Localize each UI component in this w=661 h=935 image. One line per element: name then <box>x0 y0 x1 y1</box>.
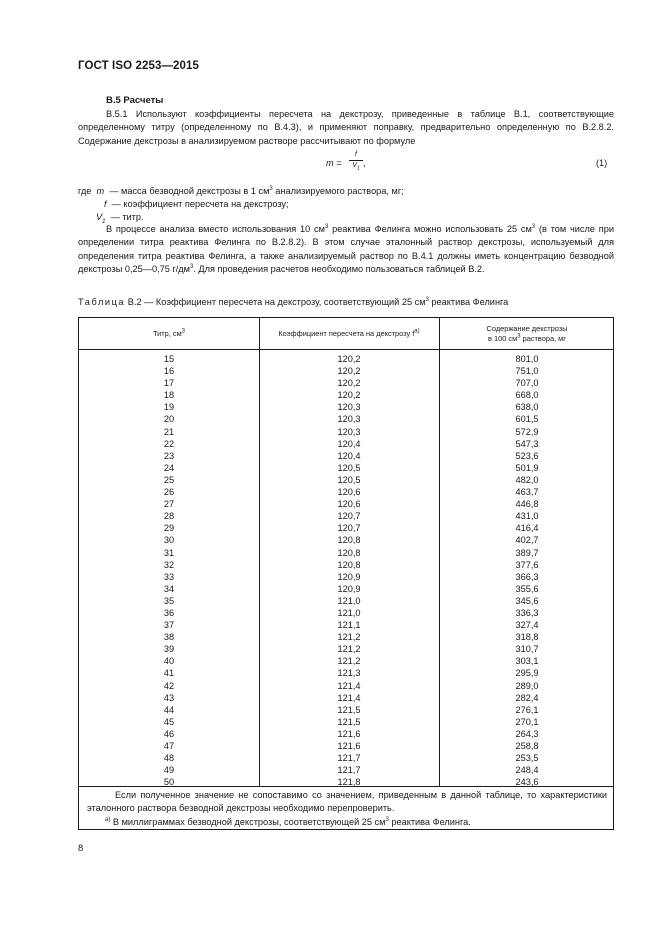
cell-titer: 39 <box>163 644 175 655</box>
cell-content: 258,8 <box>515 741 539 751</box>
table-row <box>79 752 613 764</box>
cell-coefficient: 120,8 <box>337 559 361 570</box>
cell-content: 282,4 <box>515 692 539 703</box>
cell-coefficient: 120,8 <box>337 535 361 546</box>
table-row <box>79 692 613 704</box>
table-row <box>79 486 613 498</box>
table-row <box>79 365 613 377</box>
cell-titer: 20 <box>163 414 175 425</box>
cell-titer: 33 <box>163 571 175 582</box>
table-row <box>79 571 613 583</box>
cell-titer: 35 <box>163 595 175 606</box>
formula-fraction <box>349 150 363 173</box>
cell-coefficient: 120,9 <box>337 571 361 582</box>
cell-content: 289,0 <box>515 680 539 691</box>
cell-titer: 37 <box>163 620 175 631</box>
cell-titer: 24 <box>163 462 175 473</box>
cell-titer: 29 <box>163 523 175 534</box>
cell-content: 336,3 <box>515 607 539 618</box>
cell-content: 318,8 <box>515 632 539 643</box>
cell-titer: 45 <box>163 716 175 727</box>
cell-titer: 30 <box>163 535 175 546</box>
table-row <box>79 716 613 728</box>
table-row <box>79 389 613 401</box>
header-divider <box>79 349 613 350</box>
cell-coefficient: 120,2 <box>337 378 361 389</box>
cell-coefficient: 121,2 <box>337 656 361 667</box>
table-caption: Таблица В.2 — Коэффициент пересчета на декстрозу, соответствующий 25 $см^3$ реактива Фелинга <box>78 296 509 307</box>
cell-content: 638,0 <box>515 402 539 413</box>
cell-content: 276,1 <box>515 704 539 715</box>
cell-content: 431,0 <box>515 511 539 522</box>
cell-coefficient: 120,2 <box>337 390 361 401</box>
cell-content: 668,0 <box>515 390 539 401</box>
table-row <box>79 353 613 365</box>
formula-1 <box>326 150 386 180</box>
cell-titer: 32 <box>163 559 175 570</box>
cell-titer: 18 <box>163 390 175 401</box>
cell-coefficient: 121,4 <box>337 680 361 691</box>
cell-coefficient: 121,4 <box>337 692 361 703</box>
formula-numerator: f <box>355 151 357 158</box>
table-row <box>79 764 613 776</box>
page-number: 8 <box>78 843 84 854</box>
cell-titer: 38 <box>163 632 175 643</box>
cell-content: 463,7 <box>515 487 539 498</box>
where-symbol-v1: $V_1$ <box>96 212 106 225</box>
cell-coefficient: 121,6 <box>337 741 361 751</box>
table-body <box>79 353 613 788</box>
cell-titer: 46 <box>163 728 175 739</box>
cell-titer: 47 <box>163 741 175 751</box>
cell-titer: 44 <box>163 704 175 715</box>
cell-titer: 17 <box>163 378 175 389</box>
table-row <box>79 438 613 450</box>
cell-titer: 15 <box>163 354 175 364</box>
cell-coefficient: 120,5 <box>337 462 361 473</box>
cell-content: 243,6 <box>515 777 539 788</box>
cell-coefficient: 120,4 <box>337 438 361 449</box>
cell-content: 707,0 <box>515 378 539 389</box>
cell-content: 801,0 <box>515 354 539 364</box>
cell-content: 327,4 <box>515 620 539 631</box>
cell-content: 253,5 <box>515 753 539 764</box>
cell-titer: 36 <box>163 607 175 618</box>
table-row <box>79 498 613 510</box>
cell-content: 366,3 <box>515 571 539 582</box>
table-row <box>79 728 613 740</box>
cell-content: 389,7 <box>515 547 539 558</box>
cell-content: 751,0 <box>515 366 539 377</box>
paragraph-fehling: В процессе анализа вместо использования 10 $см^3$ реактива Фелинга можно использовать 25 $см^3$ (в том числе при определении титра реактива Фелинга по В.2.8.2). В этом случае эталонный раствор декстрозы, используемый для определения титра реактива Фелинга, а также анализируемый раствор по В.4.1 должны иметь концентрацию безводной декстрозы 0,25—0,75 $г/дм^3$. Для проведения расчетов необходимо пользоваться таблицей В.2. <box>78 223 614 275</box>
cell-content: 345,6 <box>515 595 539 606</box>
cell-content: 402,7 <box>515 535 539 546</box>
table-row <box>79 631 613 643</box>
cell-content: 572,9 <box>515 426 539 437</box>
cell-coefficient: 121,2 <box>337 632 361 643</box>
where-line-f: f — коэффициент пересчета на декстрозу; <box>104 199 289 209</box>
cell-content: 270,1 <box>515 716 539 727</box>
table-row <box>79 547 613 559</box>
cell-coefficient: 121,3 <box>337 668 361 679</box>
cell-coefficient: 121,0 <box>337 595 361 606</box>
cell-coefficient: 121,5 <box>337 704 361 715</box>
cell-titer: 23 <box>163 450 175 461</box>
table-row <box>79 643 613 655</box>
cell-coefficient: 120,2 <box>337 354 361 364</box>
table-row <box>79 426 613 438</box>
cell-titer: 31 <box>163 547 175 558</box>
cell-coefficient: 120,7 <box>337 523 361 534</box>
cell-titer: 48 <box>163 753 175 764</box>
cell-coefficient: 121,7 <box>337 765 361 776</box>
column-header-coefficient: Коэффициент пересчета на декстрозу $f^{а)}$ <box>278 328 420 338</box>
cell-coefficient: 120,3 <box>337 402 361 413</box>
table-row <box>79 607 613 619</box>
cell-titer: 49 <box>163 765 175 776</box>
table-row <box>79 680 613 692</box>
cell-content: 248,4 <box>515 765 539 776</box>
table-note: Если полученное значение не сопоставимо со значением, приведенным в данной таблице, то характеристики эталонного раствора безводной декстрозы необходимо перепроверить. <box>87 790 607 814</box>
table-caption-label: Таблица <box>78 297 126 307</box>
document-header: ГОСТ ISO 2253—2015 <box>78 60 200 72</box>
where-line-m: где m — масса безводной декстрозы в 1 $см^3$ анализируемого раствора, мг; <box>78 185 404 196</box>
cell-titer: 26 <box>163 487 175 498</box>
table-row <box>79 619 613 631</box>
cell-coefficient: 121,5 <box>337 716 361 727</box>
cell-content: 482,0 <box>515 474 539 485</box>
cell-titer: 21 <box>163 426 175 437</box>
where-symbol-f: f <box>104 199 107 209</box>
table-row <box>79 401 613 413</box>
table-row <box>79 704 613 716</box>
cell-content: 310,7 <box>515 644 539 655</box>
cell-titer: 16 <box>163 366 175 377</box>
cell-content: 416,4 <box>515 523 539 534</box>
cell-content: 501,9 <box>515 462 539 473</box>
cell-coefficient: 120,3 <box>337 426 361 437</box>
column-header-titer: Титр, $см^3$ <box>152 328 186 338</box>
cell-titer: 50 <box>163 777 175 788</box>
cell-coefficient: 121,2 <box>337 644 361 655</box>
table-row <box>79 667 613 679</box>
cell-coefficient: 121,1 <box>337 620 361 631</box>
cell-titer: 28 <box>163 511 175 522</box>
table-row <box>79 474 613 486</box>
cell-coefficient: 120,8 <box>337 547 361 558</box>
cell-content: 547,3 <box>515 438 539 449</box>
cell-coefficient: 121,8 <box>337 777 361 788</box>
cell-content: 523,6 <box>515 450 539 461</box>
cell-coefficient: 121,6 <box>337 728 361 739</box>
table-row <box>79 595 613 607</box>
table-row <box>79 377 613 389</box>
table-row <box>79 413 613 425</box>
table-row <box>79 450 613 462</box>
cell-titer: 19 <box>163 402 175 413</box>
formula-denominator: $V_1$ <box>352 162 360 172</box>
cell-coefficient: 120,9 <box>337 583 361 594</box>
cell-content: 601,5 <box>515 414 539 425</box>
cell-coefficient: 120,4 <box>337 450 361 461</box>
cell-titer: 25 <box>163 474 175 485</box>
cell-content: 303,1 <box>515 656 539 667</box>
cell-coefficient: 120,2 <box>337 366 361 377</box>
cell-titer: 43 <box>163 692 175 703</box>
formula-lhs: m = <box>326 158 342 168</box>
where-intro: где <box>78 186 92 196</box>
table-row <box>79 534 613 546</box>
cell-coefficient: 120,6 <box>337 499 361 510</box>
table-row <box>79 583 613 595</box>
cell-titer: 34 <box>163 583 175 594</box>
paragraph-calculation: В.5.1 Используют коэффициенты пересчета на декстрозу, приведенные в таблице В.1, соответствующие определенному титру (определенному по В.4.3), и применяют поправку, предварительно определенную по В.2.8.2. Содержание декстрозы в анализируемом растворе рассчитывают по формуле <box>78 109 614 146</box>
cell-titer: 22 <box>163 438 175 449</box>
cell-titer: 27 <box>163 499 175 510</box>
cell-titer: 42 <box>163 680 175 691</box>
conversion-table <box>78 317 614 830</box>
cell-coefficient: 120,7 <box>337 511 361 522</box>
cell-content: 446,8 <box>515 499 539 510</box>
table-row <box>79 462 613 474</box>
where-symbol-m: m <box>96 186 105 196</box>
table-row <box>79 740 613 752</box>
cell-titer: 40 <box>163 656 175 667</box>
table-row <box>79 522 613 534</box>
cell-coefficient: 120,3 <box>337 414 361 425</box>
table-footnote: $^{а)}$ В миллиграммах безводной декстрозы, соответствующей 25 $см^3$ реактива Фелинга. <box>105 816 471 827</box>
cell-titer: 41 <box>163 668 175 679</box>
table-row <box>79 776 613 788</box>
cell-coefficient: 121,7 <box>337 753 361 764</box>
section-title: В.5 Расчеты <box>106 95 164 106</box>
cell-content: 264,3 <box>515 728 539 739</box>
column-header-content: Содержание декстрозы в 100 $см^3$ раствора, мг <box>486 324 568 343</box>
table-row <box>79 655 613 667</box>
cell-content: 377,6 <box>515 559 539 570</box>
table-row <box>79 559 613 571</box>
cell-coefficient: 121,0 <box>337 607 361 618</box>
cell-coefficient: 120,6 <box>337 487 361 498</box>
cell-content: 295,9 <box>515 668 539 679</box>
equation-number: (1) <box>596 158 608 168</box>
where-line-v1: $V_1$ — титр. <box>96 212 144 225</box>
table-row <box>79 510 613 522</box>
cell-coefficient: 120,5 <box>337 474 361 485</box>
formula-comma: , <box>363 158 366 168</box>
cell-content: 355,6 <box>515 583 539 594</box>
